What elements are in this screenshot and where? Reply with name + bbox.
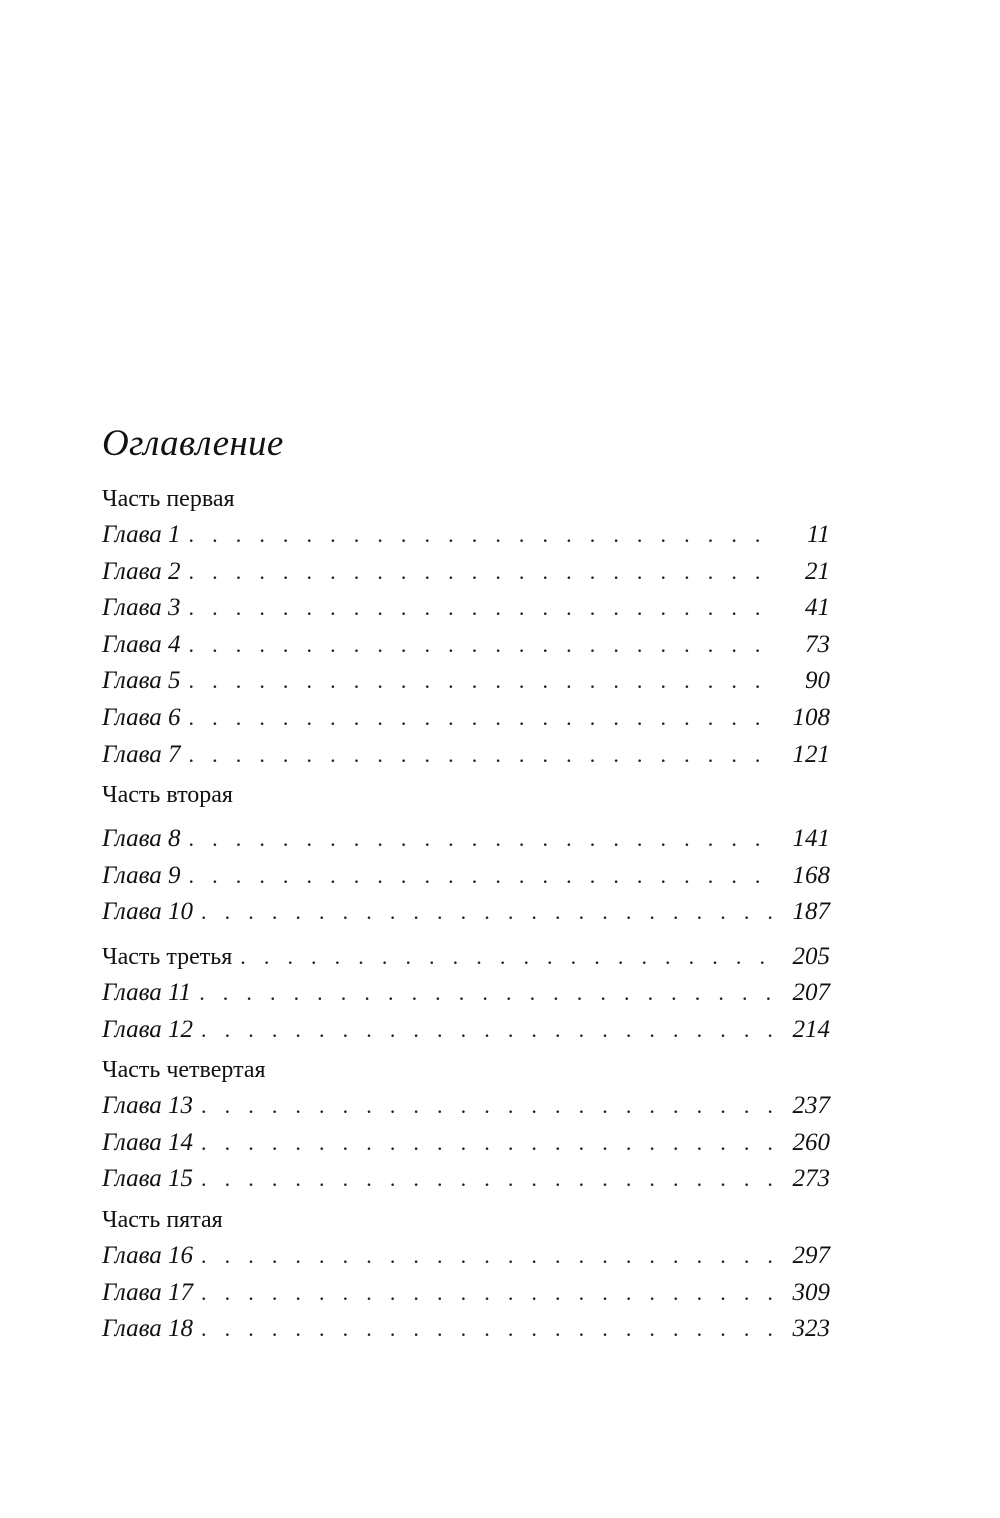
chapter-label: Глава 6: [102, 703, 181, 731]
page-number: 273: [792, 1165, 830, 1193]
chapter-label: Глава 13: [102, 1092, 194, 1120]
toc-entry[interactable]: [102, 821, 830, 858]
dot-leader: [201, 1161, 778, 1198]
toc-entry[interactable]: [102, 554, 830, 591]
page-number: 207: [792, 978, 830, 1006]
chapter-label: Глава 4: [102, 630, 181, 658]
toc-part-3: [102, 938, 830, 1048]
chapter-label: Глава 3: [102, 594, 181, 622]
toc-entry[interactable]: [102, 1012, 830, 1049]
chapter-label: Глава 2: [102, 557, 181, 585]
toc-entry[interactable]: [102, 663, 830, 700]
dot-leader: [189, 517, 778, 554]
toc-entry[interactable]: [102, 517, 830, 554]
page-number: 168: [792, 861, 830, 889]
page-title: Оглавление: [102, 423, 284, 464]
toc-entry[interactable]: [102, 1275, 830, 1312]
dot-leader: [201, 1275, 778, 1312]
page-number: 21: [805, 557, 830, 585]
chapter-label: Глава 5: [102, 667, 181, 695]
toc-entry[interactable]: [102, 1238, 830, 1275]
page-number: 237: [792, 1092, 830, 1120]
toc-entry[interactable]: [102, 1311, 830, 1348]
table-of-contents: [102, 418, 830, 1348]
toc-part-1: [102, 484, 830, 773]
part-heading-entry[interactable]: [102, 938, 830, 975]
dot-leader: [189, 858, 778, 895]
toc-entry[interactable]: [102, 858, 830, 895]
toc-entry[interactable]: [102, 737, 830, 774]
toc-part-2: [102, 780, 830, 931]
chapter-label: Глава 14: [102, 1128, 194, 1156]
page-number: 90: [805, 667, 830, 695]
chapter-label: Глава 7: [102, 740, 181, 768]
toc-entry[interactable]: [102, 975, 830, 1012]
part-heading: Часть пятая: [102, 1206, 223, 1233]
chapter-label: Глава 10: [102, 898, 194, 926]
page-number: 11: [806, 521, 830, 548]
dot-leader: [201, 1088, 778, 1125]
toc-entry[interactable]: [102, 590, 830, 627]
part-heading: Часть третья: [102, 943, 233, 970]
dot-leader: [201, 1125, 778, 1162]
page-number: 260: [792, 1128, 830, 1156]
dot-leader: [189, 821, 778, 858]
chapter-label: Глава 16: [102, 1241, 194, 1269]
page-number: 108: [792, 703, 830, 731]
toc-part-4: [102, 1055, 830, 1198]
dot-leader: [201, 894, 778, 931]
toc-entry[interactable]: [102, 1161, 830, 1198]
chapter-label: Глава 12: [102, 1015, 194, 1043]
toc-entry[interactable]: [102, 700, 830, 737]
dot-leader: [201, 1238, 778, 1275]
part-heading: Часть вторая: [102, 782, 233, 809]
toc-entry[interactable]: [102, 1125, 830, 1162]
toc-entry[interactable]: [102, 894, 830, 931]
page-number: 309: [792, 1278, 830, 1306]
dot-leader: [189, 590, 778, 627]
chapter-label: Глава 11: [102, 978, 192, 1006]
chapter-label: Глава 18: [102, 1315, 194, 1343]
part-heading: Часть первая: [102, 486, 235, 512]
page-number: 297: [792, 1241, 830, 1269]
dot-leader: [189, 554, 778, 591]
chapter-label: Глава 17: [102, 1278, 194, 1306]
dot-leader: [189, 700, 778, 737]
chapter-label: Глава 9: [102, 861, 181, 889]
page-number: 41: [805, 594, 830, 622]
page-number: 121: [792, 740, 830, 768]
dot-leader: [201, 1311, 778, 1348]
dot-leader: [189, 663, 778, 700]
dot-leader: [189, 737, 778, 774]
chapter-label: Глава 15: [102, 1165, 194, 1193]
dot-leader: [199, 975, 778, 1012]
page-number: 205: [792, 942, 830, 970]
dot-leader: [189, 627, 778, 664]
dot-leader: [240, 938, 778, 975]
toc-entry[interactable]: [102, 627, 830, 664]
page-number: 323: [792, 1315, 830, 1343]
dot-leader: [201, 1012, 778, 1049]
toc-part-5: [102, 1205, 830, 1348]
chapter-label: Глава 8: [102, 825, 181, 853]
page-number: 73: [805, 630, 830, 658]
chapter-label: Глава 1: [102, 521, 181, 548]
page-number: 214: [792, 1015, 830, 1043]
toc-entry[interactable]: [102, 1088, 830, 1125]
part-heading: Часть четвертая: [102, 1057, 266, 1084]
page-number: 187: [792, 898, 830, 926]
page-number: 141: [792, 825, 830, 853]
